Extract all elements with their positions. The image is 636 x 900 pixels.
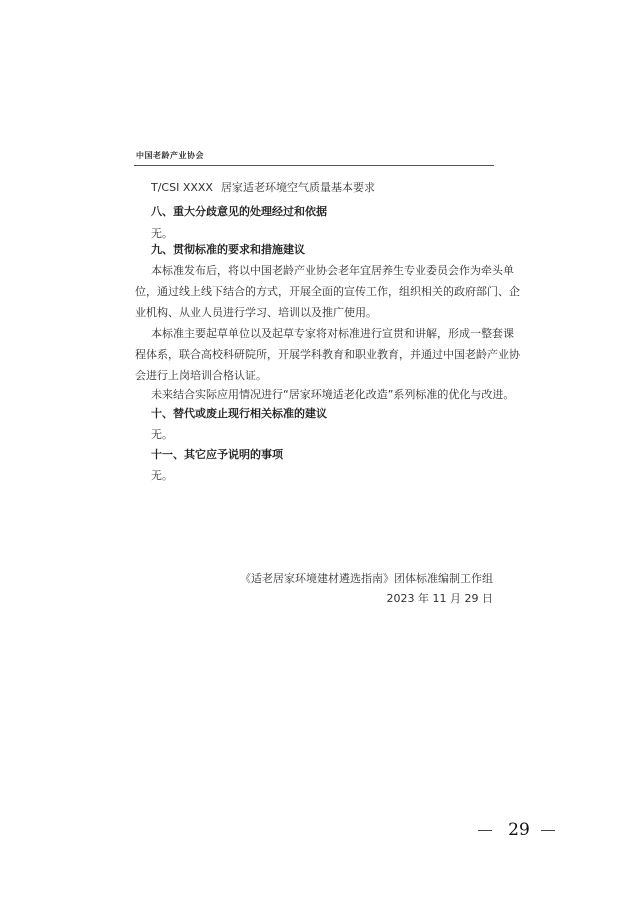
section-10-body: 无。 [151,428,173,441]
document-code-line [151,179,375,195]
section-9-para2-line2: 程体系，联合高校科研院所，开展学科教育和职业教育，并通过中国老龄产业协 [135,348,520,361]
section-9-para2-line1: 本标准主要起草单位以及起草专家将对标准进行宣贯和讲解，形成一整套课 [151,327,514,340]
section-9-para1-line2: 位，通过线上线下结合的方式，开展全面的宣传工作，组织相关的政府部门、企 [135,285,520,298]
section-9-para1-line3: 业机构、从业人员进行学习、培训以及推广使用。 [135,306,377,319]
header-divider [134,165,494,166]
page-number-dash-right [541,830,555,831]
page-number: 29 [508,820,530,840]
signature-date: 2023 年 11 月 29 日 [386,592,493,605]
signature-group: 《适老居家环境建材遴选指南》团体标准编制工作组 [240,572,493,585]
section-9-para1-line1: 本标准发布后，将以中国老龄产业协会老年宜居养生专业委员会作为牵头单 [151,264,514,277]
section-9-para2-line3: 会进行上岗培训合格认证。 [135,369,267,382]
section-8-heading: 八、重大分歧意见的处理经过和依据 [151,205,327,218]
section-9-heading: 九、贯彻标准的要求和措施建议 [151,243,305,256]
page-number-footer [478,820,558,840]
section-8-body: 无。 [151,227,173,240]
section-9-para3-line1: 未来结合实际应用情况进行“居家环境适老化改造”系列标准的优化与改进。 [151,388,515,401]
section-10-heading: 十、替代或废止现行相关标准的建议 [151,407,327,420]
section-11-heading: 十一、其它应予说明的事项 [151,448,283,461]
document-code: T/CSI XXXX [151,181,213,194]
section-11-body: 无。 [151,469,173,482]
page-number-dash-left [478,830,492,831]
document-title: 居家适老环境空气质量基本要求 [220,181,375,194]
header-organization: 中国老龄产业协会 [136,151,204,160]
